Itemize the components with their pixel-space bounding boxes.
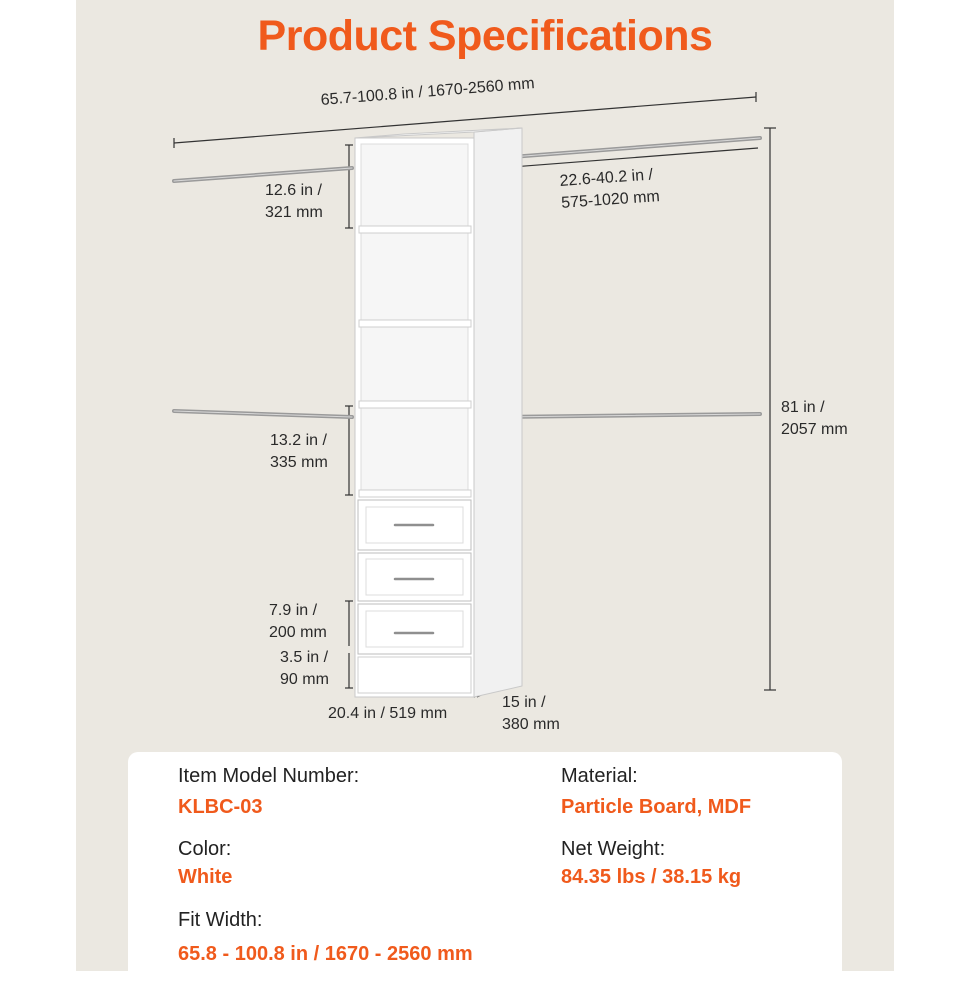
shelf (359, 490, 471, 497)
middle-spacing-label: 13.2 in / 335 mm (270, 432, 328, 471)
shelf (359, 401, 471, 408)
drawer-height-label: 7.9 in / 200 mm (269, 602, 327, 641)
overall-width-label: 65.7-100.8 in / 1670-2560 mm (320, 75, 536, 109)
base-plinth (358, 657, 471, 693)
model-number-value: KLBC-03 (178, 796, 263, 818)
drawer (358, 553, 471, 601)
net-weight-label: Net Weight: (561, 838, 666, 860)
material-label: Material: (561, 765, 638, 787)
fit-width-label: Fit Width: (178, 909, 263, 931)
page-title: Product Specifications (257, 12, 713, 60)
tower-width-label: 20.4 in / 519 mm (328, 705, 448, 722)
height-label: 81 in / 2057 mm (781, 399, 848, 438)
overall-width-line (174, 97, 756, 143)
color-label: Color: (178, 838, 232, 860)
fit-width-value: 65.8 - 100.8 in / 1670 - 2560 mm (178, 943, 473, 965)
material-value: Particle Board, MDF (561, 796, 752, 818)
depth-label: 15 in / 380 mm (502, 694, 560, 733)
closet-tower (355, 128, 522, 697)
base-height-label: 3.5 in / 90 mm (280, 649, 329, 688)
net-weight-value: 84.35 lbs / 38.15 kg (561, 866, 742, 888)
shelf (359, 226, 471, 233)
color-value: White (178, 866, 233, 888)
rod-width-label: 22.6-40.2 in / 575-1020 mm (559, 166, 661, 212)
model-number-label: Item Model Number: (178, 765, 360, 787)
top-spacing-label: 12.6 in / 321 mm (265, 182, 323, 221)
tower-side (474, 128, 522, 697)
rod-width-line (499, 148, 758, 168)
shelf (359, 320, 471, 327)
